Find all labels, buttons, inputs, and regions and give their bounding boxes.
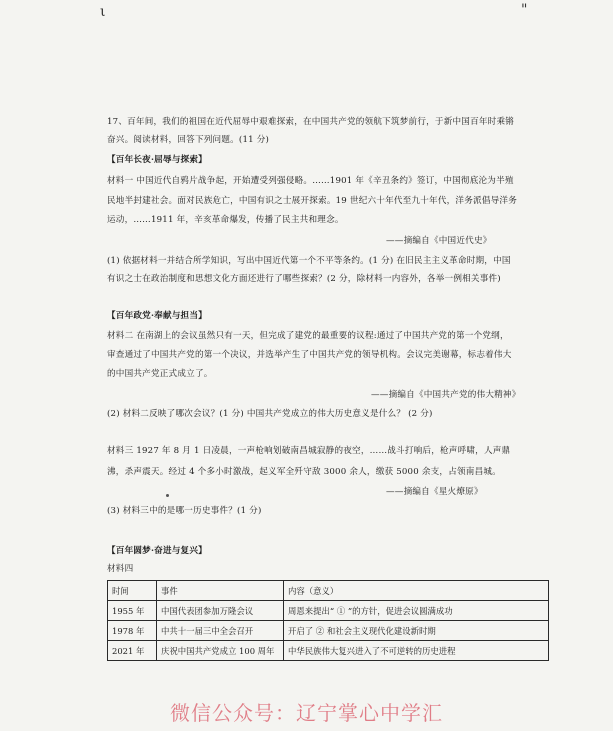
material-2-line-2: 审查通过了中国共产党的第一个决议，并选举产生了中国共产党的领导机构。会议完美谢幕，标志着伟大 — [107, 350, 512, 360]
table-row — [108, 641, 549, 661]
material-3-line-1: 材料三 1927 年 8 月 1 日凌晨，一声枪响划破南昌城寂静的夜空，……战斗打响后，枪声呼啸，人声鼎 — [107, 446, 511, 456]
material-2-source: ——摘编自《中国共产党的伟大精神》 — [371, 390, 521, 400]
table-cell: 中国代表团参加万隆会议 — [157, 601, 284, 621]
material-2-line-1: 材料二 在南湖上的会议虽然只有一天，但完成了建党的最重要的议程:通过了中国共产党的第一个党纲， — [107, 331, 509, 341]
material-1-line-3: 运动，……1911 年，辛亥革命爆发，传播了民主共和理念。 — [107, 215, 344, 225]
question-1-line-1: (1) 依据材料一并结合所学知识，写出中国近代第一个不平等条约。(1 分) 在旧民主主义革命时期，中国 — [107, 256, 511, 266]
table-header-cell: 事件 — [157, 581, 284, 601]
table-cell: 庆祝中国共产党成立 100 周年 — [157, 641, 284, 661]
table-cell: 中华民族伟大复兴进入了不可逆转的历史进程 — [284, 641, 549, 661]
watermark: 微信公众号：辽宁掌心中学汇 — [170, 701, 443, 725]
question-1-line-2: 有识之士在政治制度和思想文化方面还进行了哪些探索？(2 分，除材料一内容外，各举一例相关事件) — [107, 274, 501, 284]
table-row — [108, 601, 549, 621]
table-header-row — [108, 581, 549, 601]
material-1-source: ——摘编自《中国近代史》 — [386, 236, 492, 246]
table-header-cell: 时间 — [108, 581, 157, 601]
table-cell: 周恩来提出“ ① ”的方针，促进会议圆满成功 — [284, 601, 549, 621]
table-cell: 开启了 ② 和社会主义现代化建设新时期 — [284, 621, 549, 641]
material-3-line-2: 沸，杀声震天。经过 4 个多小时激战，起义军全歼守敌 3000 余人，缴获 5000 余支，占领南昌城。 — [107, 467, 501, 477]
table-cell: 中共十一届三中全会召开 — [157, 621, 284, 641]
question-2: (2) 材料二反映了哪次会议？(1 分) 中国共产党成立的伟大历史意义是什么？ (2 分) — [107, 409, 433, 419]
question-stem-line-2: 奋兴。阅读材料，回答下列问题。(11 分) — [107, 135, 270, 145]
material-4-label: 材料四 — [107, 564, 134, 574]
table-cell: 1978 年 — [108, 621, 157, 641]
corner-mark-left: ι — [100, 4, 106, 20]
material-4-table — [107, 580, 549, 661]
section-2-header: 【百年政党·奉献与担当】 — [107, 311, 207, 321]
question-3: (3) 材料三中的是哪一历史事件？(1 分) — [107, 506, 262, 516]
table-row — [108, 621, 549, 641]
corner-mark-right: " — [521, 2, 528, 18]
section-1-header: 【百年长夜·屈辱与探索】 — [107, 155, 207, 165]
table-cell: 2021 年 — [108, 641, 157, 661]
section-4-header: 【百年圆梦·奋进与复兴】 — [107, 546, 207, 556]
material-2-line-3: 的中国共产党正式成立了。 — [107, 369, 213, 379]
table-header-cell: 内容（意义） — [284, 581, 549, 601]
material-1-line-2: 民地半封建社会。面对民族危亡，中国有识之士展开探索。19 世纪六十年代至九十年代，洋务派倡导洋务 — [107, 196, 517, 206]
question-stem-line-1: 17、百年间，我们的祖国在近代屈辱中艰难探索，在中国共产党的领航下筑梦前行，于新中国百年时乘锵 — [107, 117, 515, 127]
material-1-line-1: 材料一 中国近代自鸦片战争起，开始遭受列强侵略。……1901 年《辛丑条约》签订，中国彻底沦为半殖 — [107, 176, 514, 186]
material-3-source: ——摘编自《星火燎原》 — [386, 487, 483, 497]
ink-speck — [166, 494, 169, 497]
table-cell: 1955 年 — [108, 601, 157, 621]
